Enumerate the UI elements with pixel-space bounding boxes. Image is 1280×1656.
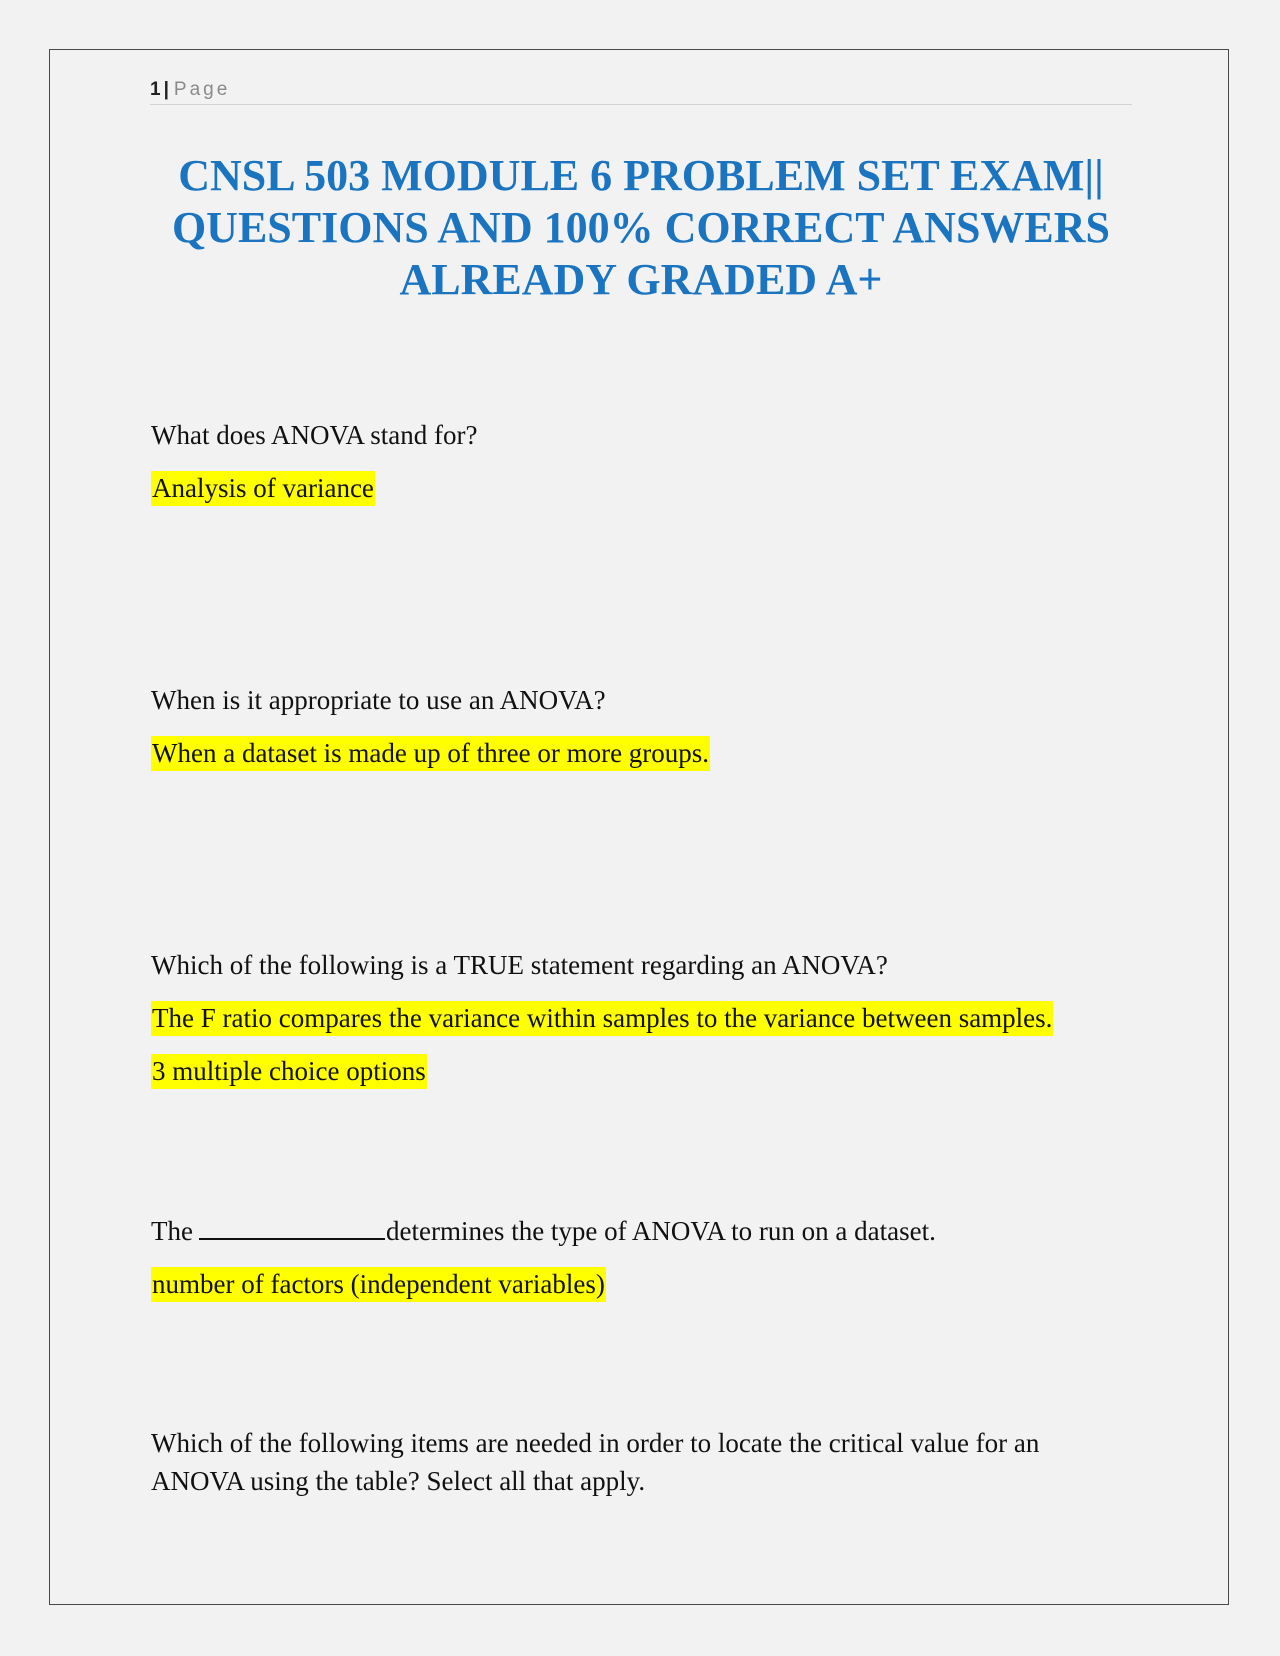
page-separator: | — [163, 79, 169, 100]
answer-highlight: When a dataset is made up of three or more groups. — [151, 736, 710, 771]
answer-highlight: Analysis of variance — [151, 471, 375, 506]
answer-line — [151, 999, 1141, 1037]
question-text: What does ANOVA stand for? — [151, 420, 478, 450]
answer-line — [151, 1052, 1141, 1090]
question-text: Which of the following is a TRUE statement regarding an ANOVA? — [151, 950, 888, 980]
fill-in-blank — [199, 1216, 385, 1240]
question-block-3 — [151, 946, 1141, 1090]
document-title — [150, 150, 1132, 306]
title-line-2: QUESTIONS AND 100% CORRECT ANSWERS — [171, 203, 1111, 252]
answer-line — [151, 469, 1141, 507]
answer-line — [151, 1265, 1141, 1303]
question-text: Which of the following items are needed in order to locate the critical value for an ANOVA using the table? Select all that apply. — [151, 1428, 1040, 1496]
page-label: Page — [173, 79, 231, 100]
question-text-after-blank: determines the type of ANOVA to run on a dataset. — [385, 1216, 936, 1246]
question-text-before-blank: The — [151, 1216, 193, 1246]
title-line-1: CNSL 503 MODULE 6 PROBLEM SET EXAM|| — [178, 151, 1104, 200]
answer-highlight: The F ratio compares the variance within samples to the variance between samples. — [151, 1001, 1053, 1036]
question-block-2 — [151, 681, 1141, 772]
page-number: 1 — [150, 79, 161, 100]
question-block-1 — [151, 416, 1141, 507]
title-line-3: ALREADY GRADED A+ — [399, 255, 883, 304]
question-text: When is it appropriate to use an ANOVA? — [151, 685, 606, 715]
question-block-5 — [151, 1424, 1131, 1500]
page-header — [150, 76, 1132, 105]
question-text — [151, 1212, 1141, 1250]
answer-line — [151, 734, 1141, 772]
question-block-4 — [151, 1212, 1141, 1303]
answer-highlight: 3 multiple choice options — [151, 1054, 427, 1089]
answer-highlight: number of factors (independent variables) — [151, 1267, 606, 1302]
